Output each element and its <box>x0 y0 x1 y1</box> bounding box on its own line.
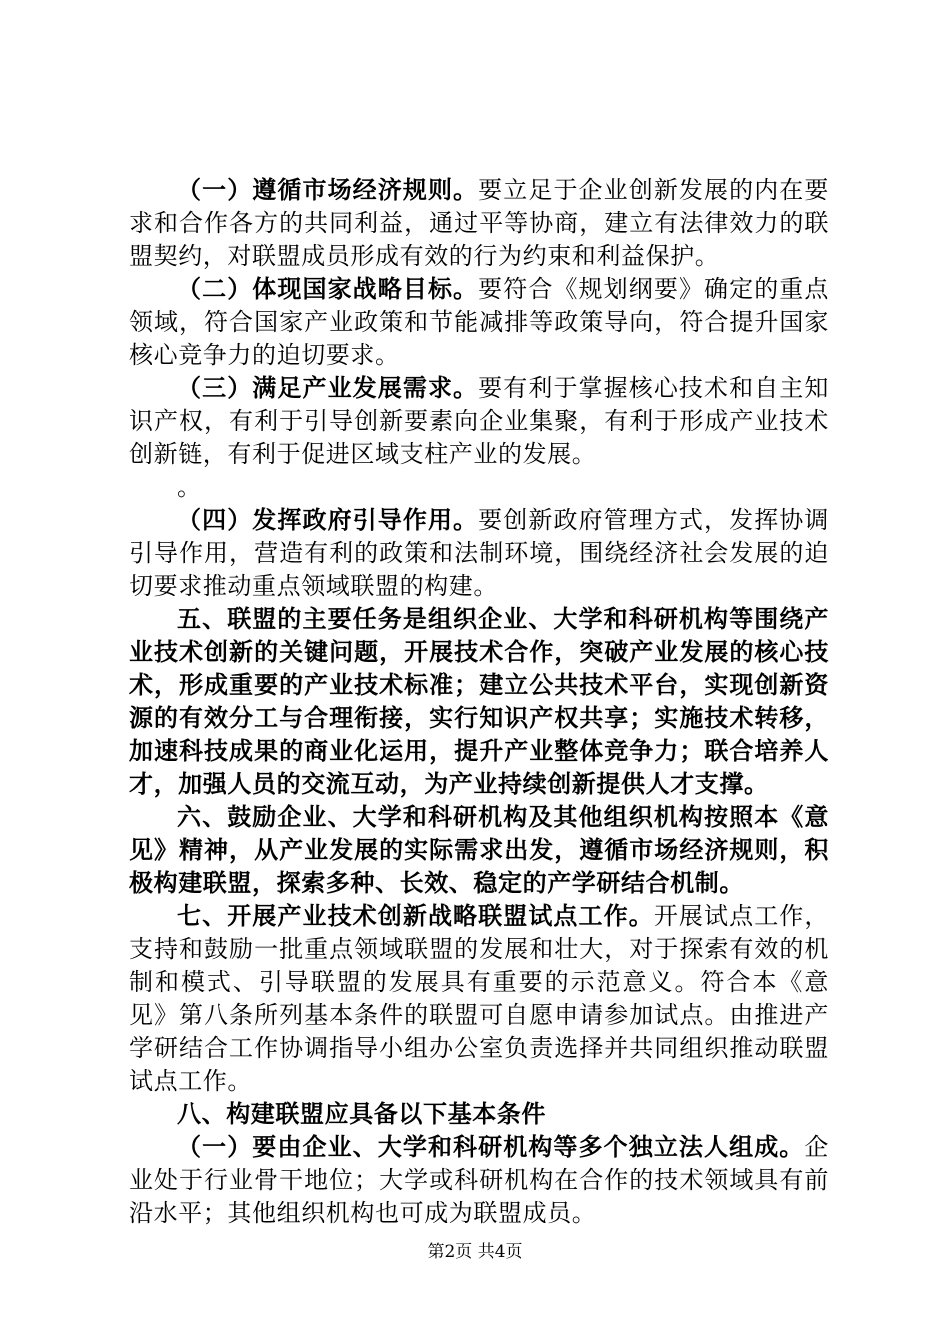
paragraph-5: 五、联盟的主要任务是组织企业、大学和科研机构等围绕产业技术创新的关键问题，开展技术合作，突破产业发展的核心技术，形成重要的产业技术标准；建立公共技术平台，实现创新资源的有效分工与合理衔接，实行知识产权共享；实施技术转移，加速科技成果的商业化运用，提升产业整体竞争力；联合培养人才，加强人员的交流互动，为产业持续创新提供人才支撑。 <box>129 605 829 798</box>
paragraph-4-text: 要创新政府管理方式，发挥协调引导作用，营造有利的政策和法制环境，围绕经济社会发展的迫切要求推动重点领域联盟的构建。 <box>129 506 829 600</box>
paragraph-1-text: 要立足于企业创新发展的内在要求和合作各方的共同利益，通过平等协商，建立有法律效力的联盟契约，对联盟成员形成有效的行为约束和利益保护。 <box>129 176 829 270</box>
paragraph-4-heading: （四）发挥政府引导作用。 <box>177 506 479 534</box>
paragraph-1 <box>129 174 829 273</box>
stray-punctuation: 。 <box>177 473 201 501</box>
paragraph-2-heading: （二）体现国家战略目标。 <box>177 275 479 303</box>
paragraph-9-text: 企业处于行业骨干地位；大学或科研机构在合作的技术领域具有前沿水平；其他组织机构也可成为联盟成员。 <box>129 1133 829 1227</box>
paragraph-7-text: 开展试点工作，支持和鼓励一批重点领域联盟的发展和壮大，对于探索有效的机制和模式、引导联盟的发展具有重要的示范意义。符合本《意见》第八条所列基本条件的联盟可自愿申请参加试点。由推进产学研结合工作协调指导小组办公室负责选择并共同组织推动联盟试点工作。 <box>129 902 830 1095</box>
paragraph-9 <box>129 1131 829 1230</box>
paragraph-3-text: 要有利于掌握核心技术和自主知识产权，有利于引导创新要素向企业集聚，有利于形成产业技术创新链，有利于促进区域支柱产业的发展。 <box>129 374 829 468</box>
page-number: 第2页 共4页 <box>427 1242 523 1262</box>
paragraph-2-text: 要符合《规划纲要》确定的重点领域，符合国家产业政策和节能减排等政策导向，符合提升国家核心竞争力的迫切要求。 <box>129 275 829 369</box>
page-footer <box>0 1240 950 1264</box>
paragraph-7 <box>129 900 829 1098</box>
paragraph-2 <box>129 273 829 372</box>
document-body <box>129 174 829 1230</box>
paragraph-3 <box>129 372 829 471</box>
paragraph-7-heading: 七、开展产业技术创新战略联盟试点工作。 <box>177 902 654 930</box>
paragraph-3-heading: （三）满足产业发展需求。 <box>177 374 479 402</box>
paragraph-4 <box>129 504 829 603</box>
paragraph-8: 八、构建联盟应具备以下基本条件 <box>177 1100 546 1128</box>
paragraph-1-heading: （一）遵循市场经济规则。 <box>177 176 479 204</box>
paragraph-6: 六、鼓励企业、大学和科研机构及其他组织机构按照本《意见》精神，从产业发展的实际需求出发，遵循市场经济规则，积极构建联盟，探索多种、长效、稳定的产学研结合机制。 <box>129 803 829 897</box>
paragraph-9-heading: （一）要由企业、大学和科研机构等多个独立法人组成。 <box>177 1133 805 1161</box>
